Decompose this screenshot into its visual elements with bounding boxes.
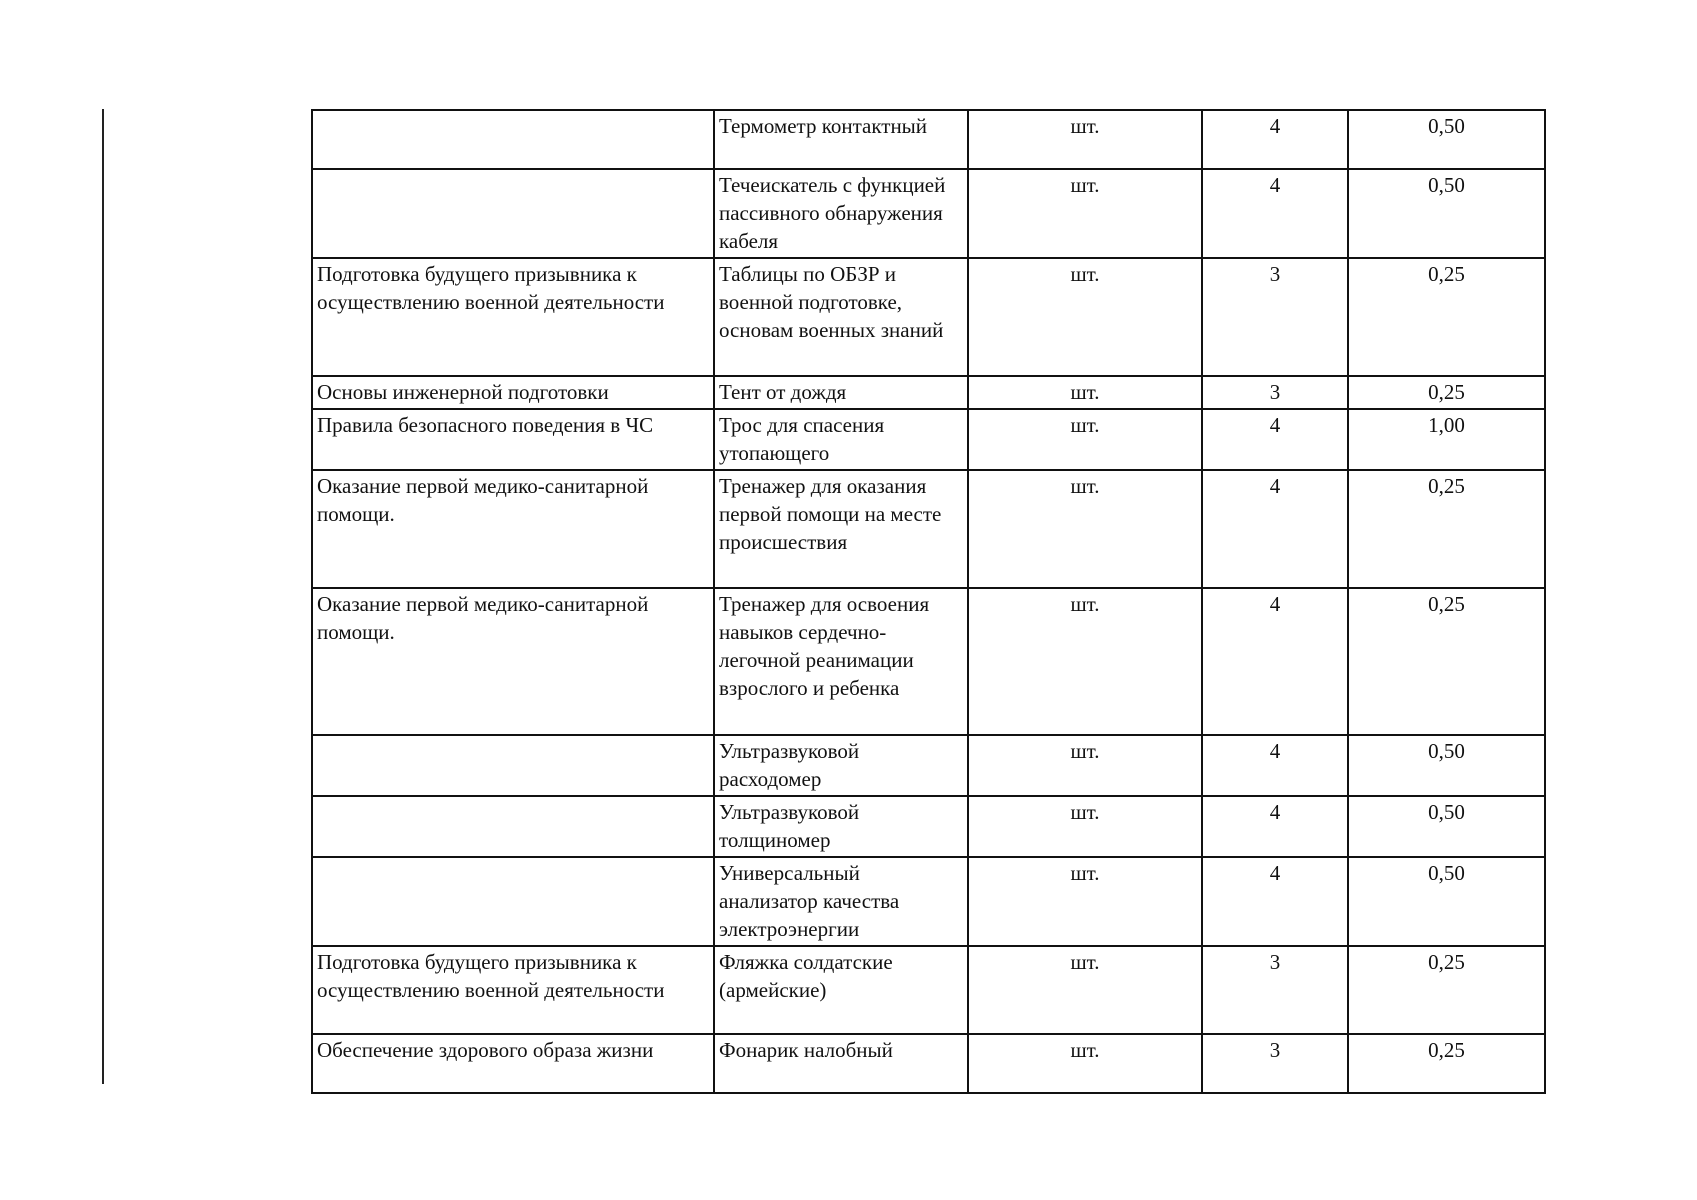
qty-cell: 4 — [1202, 110, 1348, 169]
table-row — [312, 376, 1545, 409]
unit-cell: шт. — [968, 376, 1202, 409]
qty-cell: 4 — [1202, 588, 1348, 735]
equipment-table — [311, 109, 1546, 1094]
table-row — [312, 169, 1545, 258]
unit-cell: шт. — [968, 857, 1202, 946]
norm-cell: 0,25 — [1348, 258, 1545, 376]
table-row — [312, 110, 1545, 169]
qty-cell: 4 — [1202, 796, 1348, 857]
norm-cell: 0,25 — [1348, 376, 1545, 409]
qty-cell: 3 — [1202, 376, 1348, 409]
qty-cell: 3 — [1202, 946, 1348, 1034]
norm-cell: 0,25 — [1348, 946, 1545, 1034]
qty-cell: 4 — [1202, 169, 1348, 258]
section-cell: Основы инженерной подготовки — [312, 376, 714, 409]
item-cell: Течеискатель с функцией пассивного обнаружения кабеля — [714, 169, 968, 258]
norm-cell: 0,50 — [1348, 735, 1545, 796]
unit-cell: шт. — [968, 796, 1202, 857]
unit-cell: шт. — [968, 110, 1202, 169]
item-cell: Ультразвуковой толщиномер — [714, 796, 968, 857]
unit-cell: шт. — [968, 258, 1202, 376]
section-cell: Обеспечение здорового образа жизни — [312, 1034, 714, 1093]
table-row — [312, 470, 1545, 588]
norm-cell: 0,50 — [1348, 796, 1545, 857]
table-row — [312, 946, 1545, 1034]
qty-cell: 3 — [1202, 258, 1348, 376]
qty-cell: 4 — [1202, 735, 1348, 796]
unit-cell: шт. — [968, 946, 1202, 1034]
unit-cell: шт. — [968, 1034, 1202, 1093]
unit-cell: шт. — [968, 470, 1202, 588]
unit-cell: шт. — [968, 588, 1202, 735]
section-cell: Правила безопасного поведения в ЧС — [312, 409, 714, 470]
norm-cell: 0,25 — [1348, 470, 1545, 588]
unit-cell: шт. — [968, 409, 1202, 470]
item-cell: Термометр контактный — [714, 110, 968, 169]
item-cell: Универсальный анализатор качества электроэнергии — [714, 857, 968, 946]
norm-cell: 0,50 — [1348, 169, 1545, 258]
item-cell: Фляжка солдатские (армейские) — [714, 946, 968, 1034]
item-cell: Таблицы по ОБЗР и военной подготовке, основам военных знаний — [714, 258, 968, 376]
qty-cell: 3 — [1202, 1034, 1348, 1093]
section-cell — [312, 857, 714, 946]
table-row — [312, 857, 1545, 946]
item-cell: Трос для спасения утопающего — [714, 409, 968, 470]
table-row — [312, 258, 1545, 376]
item-cell: Фонарик налобный — [714, 1034, 968, 1093]
qty-cell: 4 — [1202, 857, 1348, 946]
section-cell: Подготовка будущего призывника к осуществлению военной деятельности — [312, 258, 714, 376]
norm-cell: 0,25 — [1348, 588, 1545, 735]
qty-cell: 4 — [1202, 409, 1348, 470]
table-row — [312, 1034, 1545, 1093]
section-cell: Оказание первой медико-санитарной помощи. — [312, 588, 714, 735]
norm-cell: 1,00 — [1348, 409, 1545, 470]
left-margin-rule — [102, 109, 104, 1084]
section-cell — [312, 169, 714, 258]
section-cell: Подготовка будущего призывника к осуществлению военной деятельности — [312, 946, 714, 1034]
section-cell: Оказание первой медико-санитарной помощи. — [312, 470, 714, 588]
unit-cell: шт. — [968, 169, 1202, 258]
unit-cell: шт. — [968, 735, 1202, 796]
table-row — [312, 409, 1545, 470]
item-cell: Ультразвуковой расходомер — [714, 735, 968, 796]
norm-cell: 0,50 — [1348, 857, 1545, 946]
section-cell — [312, 796, 714, 857]
item-cell: Тренажер для оказания первой помощи на месте происшествия — [714, 470, 968, 588]
section-cell — [312, 110, 714, 169]
table-row — [312, 588, 1545, 735]
norm-cell: 0,25 — [1348, 1034, 1545, 1093]
norm-cell: 0,50 — [1348, 110, 1545, 169]
item-cell: Тренажер для освоения навыков сердечно-легочной реанимации взрослого и ребенка — [714, 588, 968, 735]
item-cell: Тент от дождя — [714, 376, 968, 409]
table-row — [312, 796, 1545, 857]
qty-cell: 4 — [1202, 470, 1348, 588]
table-row — [312, 735, 1545, 796]
section-cell — [312, 735, 714, 796]
